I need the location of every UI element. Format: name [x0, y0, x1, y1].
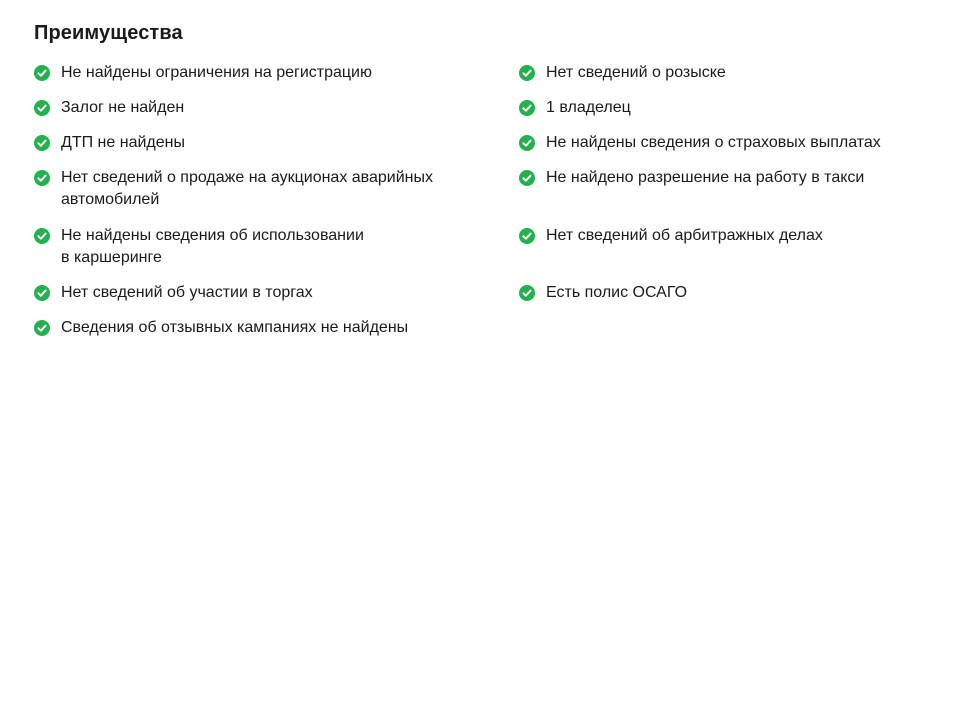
advantage-item	[519, 167, 864, 189]
advantage-text: Не найдены сведения об использовании в каршеринге	[61, 227, 364, 266]
advantage-item	[34, 167, 433, 211]
check-circle-icon	[34, 65, 50, 81]
advantage-item	[34, 282, 313, 304]
advantage-text: Не найдены ограничения на регистрацию	[61, 64, 372, 81]
advantage-text: Сведения об отзывных кампаниях не найдены	[61, 319, 409, 336]
advantages-section	[34, 20, 934, 336]
advantage-item	[519, 97, 631, 119]
advantage-item	[519, 225, 823, 247]
advantage-item	[34, 225, 364, 269]
check-circle-icon	[519, 285, 535, 301]
advantage-item	[34, 97, 184, 119]
check-circle-icon	[519, 135, 535, 151]
advantage-item	[519, 132, 881, 154]
check-circle-icon	[34, 170, 50, 186]
advantage-text: Нет сведений о розыске	[546, 64, 726, 81]
advantage-item	[519, 282, 687, 304]
advantage-item	[34, 62, 372, 84]
check-circle-icon	[34, 228, 50, 244]
advantage-item	[34, 317, 408, 339]
advantage-text: Нет сведений об арбитражных делах	[546, 227, 823, 244]
check-circle-icon	[519, 228, 535, 244]
advantage-text: Нет сведений о продаже на аукционах аварийных автомобилей	[61, 169, 433, 208]
advantage-text: Есть полис ОСАГО	[546, 284, 688, 301]
check-circle-icon	[519, 65, 535, 81]
check-circle-icon	[34, 100, 50, 116]
check-circle-icon	[34, 135, 50, 151]
advantage-text: Не найдено разрешение на работу в такси	[546, 169, 865, 186]
advantage-text: Не найдены сведения о страховых выплатах	[546, 134, 881, 151]
advantage-item	[34, 132, 185, 154]
check-circle-icon	[519, 170, 535, 186]
section-title: Преимущества	[34, 22, 183, 44]
advantage-item	[519, 62, 726, 84]
check-circle-icon	[34, 320, 50, 336]
check-circle-icon	[34, 285, 50, 301]
advantage-text: Нет сведений об участии в торгах	[61, 284, 313, 301]
advantage-text: 1 владелец	[546, 99, 631, 116]
check-circle-icon	[519, 100, 535, 116]
advantage-text: ДТП не найдены	[61, 134, 185, 151]
advantage-text: Залог не найден	[61, 99, 185, 116]
